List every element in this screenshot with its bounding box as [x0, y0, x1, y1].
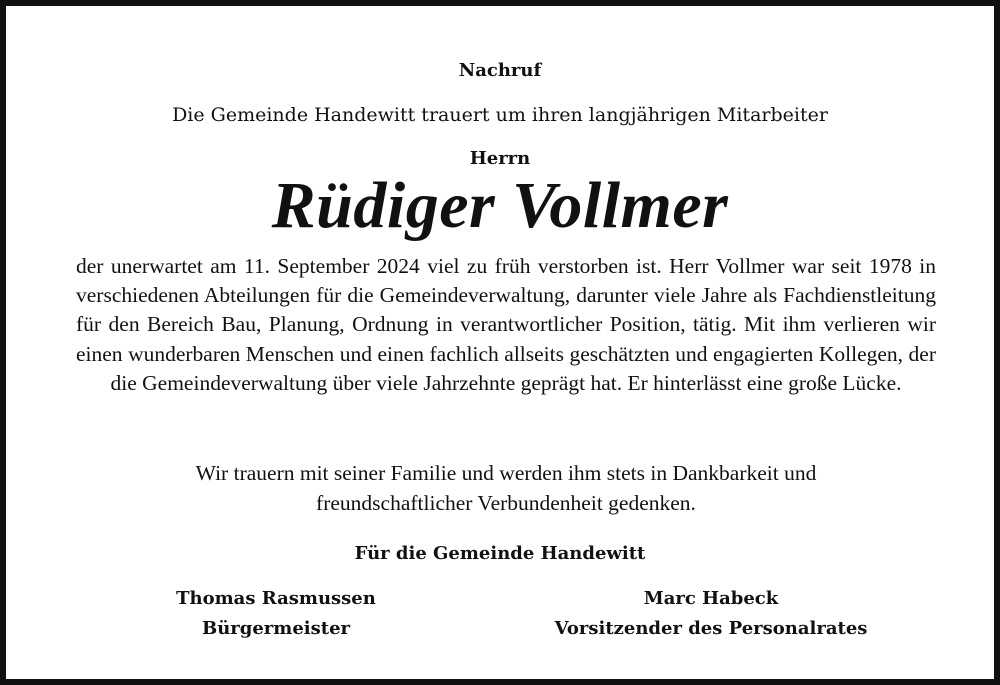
- notice-intro: Die Gemeinde Handewitt trauert um ihren langjährigen Mitarbeiter: [172, 104, 828, 126]
- notice-heading: Nachruf: [458, 60, 542, 81]
- signatory-left: [116, 584, 436, 644]
- signatory-name: Marc Habeck: [643, 588, 779, 609]
- closing-line-1: Wir trauern mit seiner Familie und werden ihm stets in Dankbarkeit und: [195, 461, 817, 485]
- notice-body: der unerwartet am 11. September 2024 viel zu früh verstorben ist. Herr Vollmer war seit 1978 in verschiedenen Abteilungen für die Gemeindeverwaltung, darunter viele Jahre als Fachdienstleitung für den Bereich Bau, Planung, Ordnung in verantwortlicher Position, tätig. Mit ihm verlieren wir einen wunderbaren Menschen und einen fachlich allseits geschätzten und engagierten Kollegen, der die Gemeindeverwaltung über viele Jahrzehnte geprägt hat. Er hinterlässt eine große Lücke.: [76, 254, 936, 395]
- deceased-name: Rüdiger Vollmer: [271, 169, 729, 242]
- signatory-title: Vorsitzender des Personalrates: [554, 618, 868, 639]
- signatory-title: Bürgermeister: [201, 618, 351, 639]
- on-behalf-of: Für die Gemeinde Handewitt: [354, 543, 646, 564]
- closing-text: [96, 459, 916, 518]
- signatory-right: [511, 584, 911, 644]
- closing-line-2: freundschaftlicher Verbundenheit gedenken.: [316, 490, 696, 515]
- signatory-name: Thomas Rasmussen: [176, 588, 376, 609]
- salutation: Herrn: [469, 148, 531, 169]
